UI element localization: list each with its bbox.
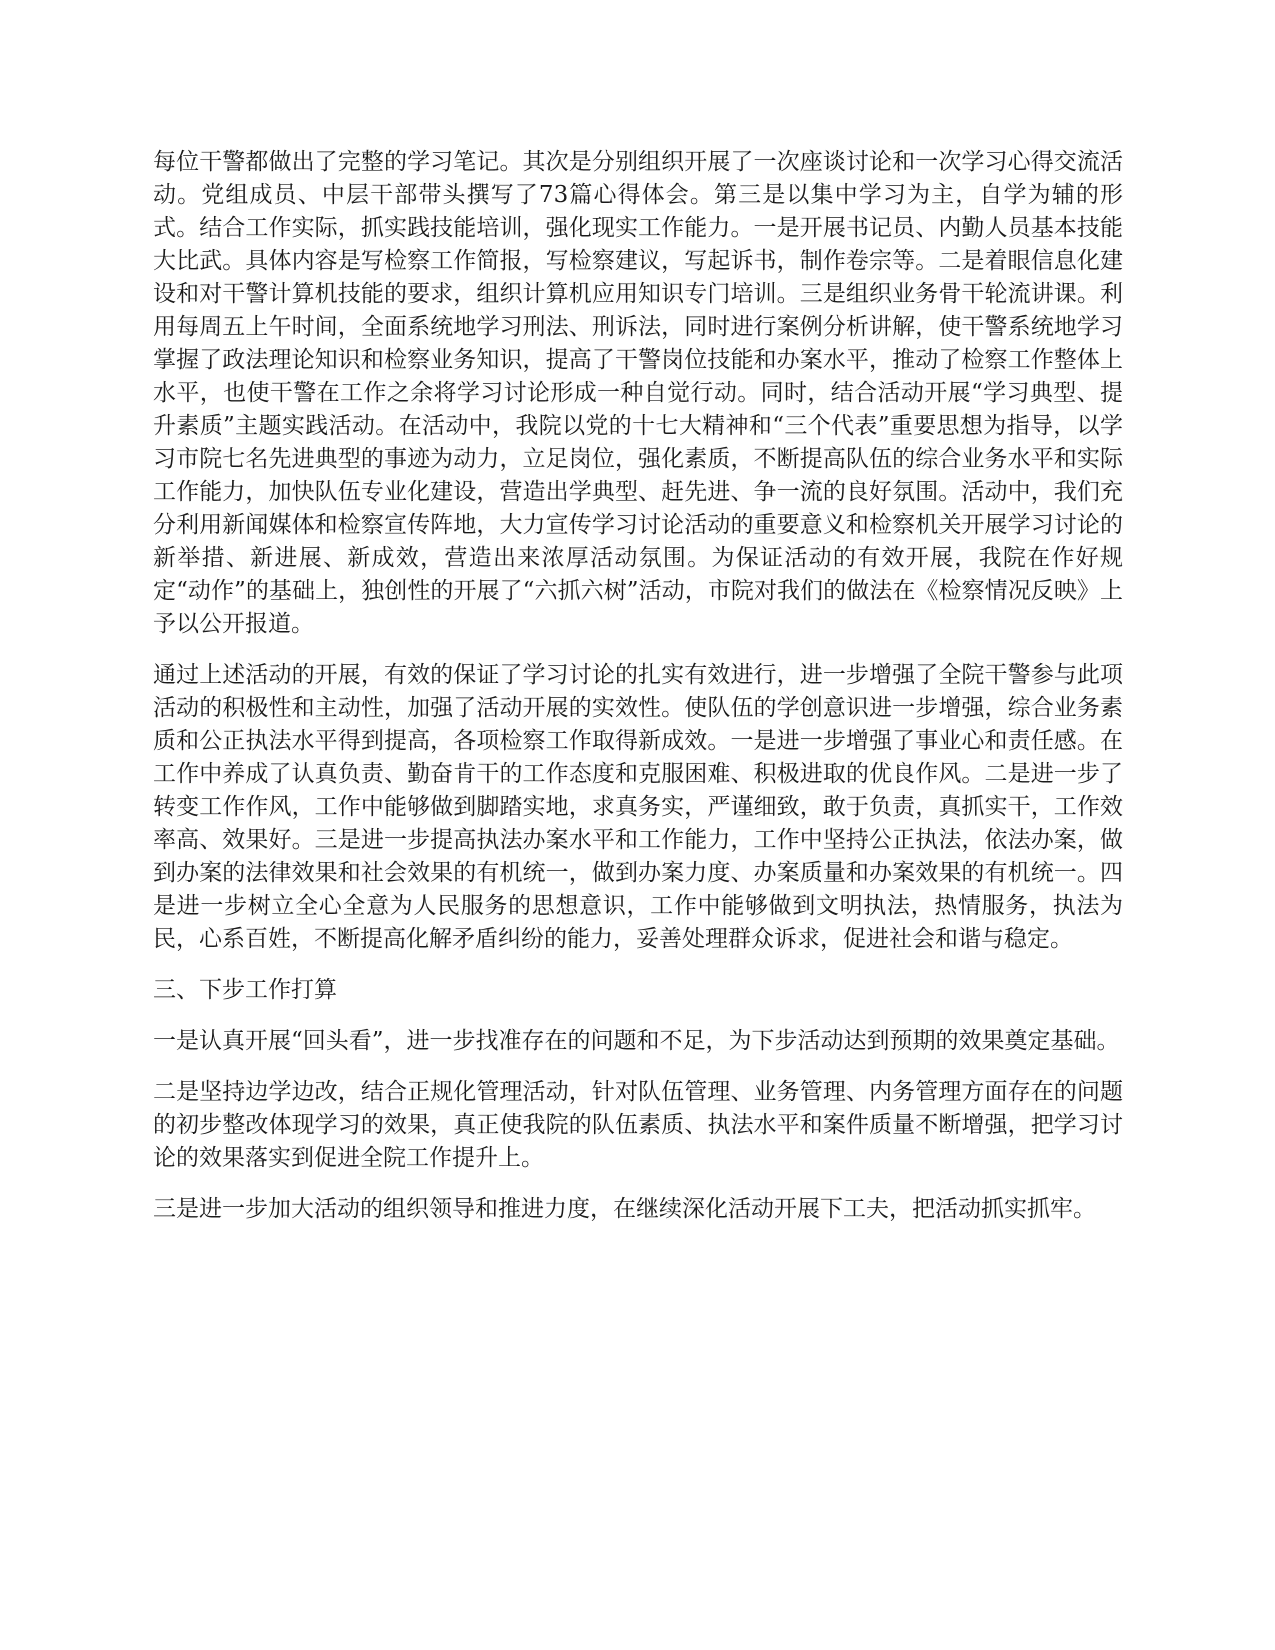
paragraph-plan-item-3: 三是进一步加大活动的组织领导和推进力度，在继续深化活动开展下工夫，把活动抓实抓牢。 — [153, 1196, 1096, 1222]
paragraph-plan-item-2: 二是坚持边学边改，结合正规化管理活动，针对队伍管理、业务管理、内务管理方面存在的问题的初步整改体现学习的效果，真正使我院的队伍素质、执法水平和案件质量不断增强，把学习讨论的效果落实到促进全院工作提升上。 — [153, 1079, 1123, 1171]
paragraph-plan-item-1: 一是认真开展“回头看”，进一步找准存在的问题和不足，为下步活动达到预期的效果奠定基础。 — [153, 1028, 1120, 1054]
paragraph-activity-results: 通过上述活动的开展，有效的保证了学习讨论的扎实有效进行，进一步增强了全院干警参与此项活动的积极性和主动性，加强了活动开展的实效性。使队伍的学创意识进一步增强，综合业务素质和公正执法水平得到提高，各项检察工作取得新成效。一是进一步增强了事业心和责任感。在工作中养成了认真负责、勤奋肯干的工作态度和克服困难、积极进取的优良作风。二是进一步了转变工作作风，工作中能够做到脚踏实地，求真务实，严谨细致，敢于负责，真抓实干，工作效率高、效果好。三是进一步提高执法办案水平和工作能力，工作中坚持公正执法，依法办案，做到办案的法律效果和社会效果的有机统一，做到办案力度、办案质量和办案效果的有机统一。四是进一步树立全心全意为人民服务的思想意识，工作中能够做到文明执法，热情服务，执法为民，心系百姓，不断提高化解矛盾纠纷的能力，妥善处理群众诉求，促进社会和谐与稳定。 — [153, 662, 1123, 952]
paragraph-study-activities: 每位干警都做出了完整的学习笔记。其次是分别组织开展了一次座谈讨论和一次学习心得交流活动。党组成员、中层干部带头撰写了73篇心得体会。第三是以集中学习为主，自学为辅的形式。结合工作实际，抓实践技能培训，强化现实工作能力。一是开展书记员、内勤人员基本技能大比武。具体内容是写检察工作简报，写检察建议，写起诉书，制作卷宗等。二是着眼信息化建设和对干警计算机技能的要求，组织计算机应用知识专门培训。三是组织业务骨干轮流讲课。利用每周五上午时间，全面系统地学习刑法、刑诉法，同时进行案例分析讲解，使干警系统地学习掌握了政法理论知识和检察业务知识，提高了干警岗位技能和办案水平，推动了检察工作整体上水平，也使干警在工作之余将学习讨论形成一种自觉行动。同时，结合活动开展“学习典型、提升素质”主题实践活动。在活动中，我院以党的十七大精神和“三个代表”重要思想为指导，以学习市院七名先进典型的事迹为动力，立足岗位，强化素质，不断提高队伍的综合业务水平和实际工作能力，加快队伍专业化建设，营造出学典型、赶先进、争一流的良好氛围。活动中，我们充分利用新闻媒体和检察宣传阵地，大力宣传学习讨论活动的重要意义和检察机关开展学习讨论的新举措、新进展、新成效，营造出来浓厚活动氛围。为保证活动的有效开展，我院在作好规定“动作”的基础上，独创性的开展了“六抓六树”活动，市院对我们的做法在《检察情况反映》上予以公开报道。 — [153, 149, 1123, 637]
document-body — [153, 146, 1123, 1244]
section-heading-next-steps: 三、下步工作打算 — [153, 977, 337, 1003]
